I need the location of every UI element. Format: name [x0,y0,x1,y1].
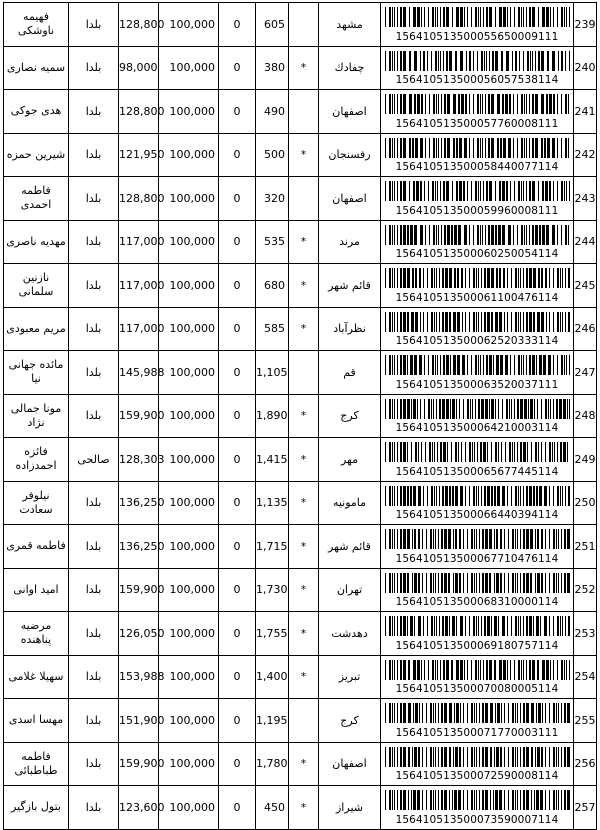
row-number: 250 [574,481,597,525]
barcode-image [385,355,570,375]
barcode-image [385,442,570,462]
barcode-image [385,399,570,419]
flag-mark: * [289,612,319,656]
destination-city: قائم شهر [319,264,381,308]
flag-mark: * [289,46,319,90]
table-row [4,177,597,221]
weight-value: 605 [256,3,289,47]
barcode-image [385,181,570,201]
service-type: بلدا [69,525,119,569]
recipient-name: فائزه احمدزاده [4,438,69,482]
weight-value: 1,415 [256,438,289,482]
service-type: بلدا [69,481,119,525]
barcode-image [385,703,570,723]
barcode-number: 156410513500061100476114 [395,291,559,304]
flag-mark: * [289,655,319,699]
total-amount: 121,950 [119,133,159,177]
destination-city: قائم شهر [319,525,381,569]
barcode-image [385,94,570,114]
recipient-name: شيرين حمزه [4,133,69,177]
table-row [4,699,597,743]
total-amount: 145,988 [119,351,159,395]
weight-value: 320 [256,177,289,221]
destination-city: مامونيه [319,481,381,525]
zero-value: 0 [219,90,256,134]
destination-city: تبريز [319,655,381,699]
barcode-image [385,312,570,332]
base-amount: 100,000 [159,46,219,90]
barcode-cell [381,351,574,395]
table-row [4,742,597,786]
total-amount: 128,800 [119,177,159,221]
barcode-number: 156410513500063520037111 [395,378,559,391]
zero-value: 0 [219,46,256,90]
row-number: 255 [574,699,597,743]
service-type: صالحى [69,438,119,482]
total-amount: 128,800 [119,90,159,134]
destination-city: مشهد [319,3,381,47]
barcode-image [385,573,570,593]
barcode-image [385,51,570,71]
row-number: 241 [574,90,597,134]
total-amount: 153,988 [119,655,159,699]
base-amount: 100,000 [159,438,219,482]
base-amount: 100,000 [159,394,219,438]
destination-city: چفادك [319,46,381,90]
recipient-name: نازنين سلمانى [4,264,69,308]
total-amount: 159,900 [119,568,159,612]
barcode-cell [381,3,574,47]
service-type: بلدا [69,220,119,264]
shipment-list [3,2,597,830]
base-amount: 100,000 [159,525,219,569]
barcode-number: 156410513500060250054114 [395,248,559,260]
service-type: بلدا [69,351,119,395]
barcode-cell [381,307,574,351]
barcode-number: 156410513500070080005114 [395,683,559,695]
barcode-number: 156410513500067710476114 [395,552,559,565]
zero-value: 0 [219,307,256,351]
base-amount: 100,000 [159,655,219,699]
destination-city: كرج [319,394,381,438]
flag-mark [289,699,319,743]
barcode-image [385,616,570,636]
barcode-cell [381,90,574,134]
recipient-name: مونا جمالى نژاد [4,394,69,438]
flag-mark: * [289,742,319,786]
service-type: بلدا [69,177,119,221]
row-number: 248 [574,394,597,438]
base-amount: 100,000 [159,351,219,395]
destination-city: رفسنجان [319,133,381,177]
service-type: بلدا [69,46,119,90]
recipient-name: سميه نصارى [4,46,69,90]
weight-value: 380 [256,46,289,90]
table-row [4,481,597,525]
service-type: بلدا [69,612,119,656]
flag-mark [289,177,319,221]
recipient-name: اميد اوانى [4,568,69,612]
service-type: بلدا [69,264,119,308]
destination-city: اصفهان [319,177,381,221]
barcode-cell [381,133,574,177]
base-amount: 100,000 [159,3,219,47]
weight-value: 1,400 [256,655,289,699]
row-number: 249 [574,438,597,482]
base-amount: 100,000 [159,307,219,351]
recipient-name: فاطمه طباطبائى [4,742,69,786]
recipient-name: بتول بازگير [4,786,69,830]
table-row [4,568,597,612]
flag-mark: * [289,394,319,438]
flag-mark [289,3,319,47]
table-row [4,133,597,177]
barcode-number: 156410513500069180757114 [395,639,559,652]
row-number: 243 [574,177,597,221]
service-type: بلدا [69,90,119,134]
barcode-cell [381,568,574,612]
barcode-number: 156410513500072590008114 [395,770,559,782]
row-number: 246 [574,307,597,351]
shipment-table [3,2,597,830]
total-amount: 117,000 [119,264,159,308]
weight-value: 585 [256,307,289,351]
barcode-number: 156410513500058440077114 [395,161,559,173]
barcode-image [385,138,570,158]
destination-city: شيراز [319,786,381,830]
weight-value: 535 [256,220,289,264]
zero-value: 0 [219,351,256,395]
base-amount: 100,000 [159,786,219,830]
zero-value: 0 [219,438,256,482]
total-amount: 117,000 [119,307,159,351]
row-number: 247 [574,351,597,395]
table-row [4,655,597,699]
recipient-name: مرضيه پناهنده [4,612,69,656]
flag-mark: * [289,786,319,830]
weight-value: 500 [256,133,289,177]
weight-value: 1,135 [256,481,289,525]
barcode-cell [381,264,574,308]
flag-mark [289,90,319,134]
table-row [4,394,597,438]
weight-value: 1,755 [256,612,289,656]
recipient-name: فاطمه قمرى [4,525,69,569]
barcode-cell [381,612,574,656]
zero-value: 0 [219,394,256,438]
total-amount: 117,000 [119,220,159,264]
zero-value: 0 [219,742,256,786]
recipient-name: مائده جهانى نيا [4,351,69,395]
weight-value: 1,730 [256,568,289,612]
barcode-number: 156410513500064210003114 [395,422,559,434]
total-amount: 136,250 [119,525,159,569]
flag-mark [289,351,319,395]
total-amount: 159,900 [119,742,159,786]
base-amount: 100,000 [159,481,219,525]
zero-value: 0 [219,699,256,743]
barcode-image [385,225,570,245]
zero-value: 0 [219,133,256,177]
weight-value: 1,715 [256,525,289,569]
zero-value: 0 [219,220,256,264]
destination-city: قم [319,351,381,395]
recipient-name: فاطمه احمدى [4,177,69,221]
weight-value: 1,780 [256,742,289,786]
total-amount: 128,800 [119,3,159,47]
service-type: بلدا [69,742,119,786]
barcode-number: 156410513500073590007114 [395,813,559,826]
flag-mark: * [289,568,319,612]
destination-city: كرج [319,699,381,743]
total-amount: 159,900 [119,394,159,438]
total-amount: 123,600 [119,786,159,830]
table-row [4,3,597,47]
row-number: 244 [574,220,597,264]
recipient-name: مريم معبودى [4,307,69,351]
row-number: 257 [574,786,597,830]
service-type: بلدا [69,3,119,47]
barcode-cell [381,699,574,743]
barcode-image [385,529,570,549]
total-amount: 136,250 [119,481,159,525]
barcode-number: 156410513500065677445114 [395,465,559,478]
barcode-cell [381,220,574,264]
flag-mark: * [289,220,319,264]
table-row [4,438,597,482]
row-number: 242 [574,133,597,177]
recipient-name: هدى جوكى [4,90,69,134]
flag-mark: * [289,438,319,482]
flag-mark: * [289,307,319,351]
zero-value: 0 [219,655,256,699]
service-type: بلدا [69,133,119,177]
total-amount: 98,000 [119,46,159,90]
table-row [4,525,597,569]
service-type: بلدا [69,568,119,612]
barcode-cell [381,177,574,221]
weight-value: 680 [256,264,289,308]
flag-mark: * [289,481,319,525]
zero-value: 0 [219,786,256,830]
destination-city: اصفهان [319,90,381,134]
table-row [4,786,597,830]
weight-value: 1,195 [256,699,289,743]
barcode-image [385,268,570,288]
base-amount: 100,000 [159,177,219,221]
recipient-name: مهسا اسدى [4,699,69,743]
total-amount: 126,050 [119,612,159,656]
barcode-cell [381,394,574,438]
table-row [4,90,597,134]
zero-value: 0 [219,177,256,221]
table-row [4,351,597,395]
base-amount: 100,000 [159,612,219,656]
barcode-image [385,660,570,680]
barcode-image [385,747,570,767]
destination-city: مهر [319,438,381,482]
barcode-number: 156410513500056057538114 [395,74,559,86]
barcode-cell [381,46,574,90]
barcode-cell [381,481,574,525]
table-row [4,220,597,264]
zero-value: 0 [219,3,256,47]
destination-city: دهدشت [319,612,381,656]
barcode-image [385,7,570,27]
zero-value: 0 [219,264,256,308]
total-amount: 151,900 [119,699,159,743]
service-type: بلدا [69,307,119,351]
barcode-number: 156410513500055650009111 [395,30,559,43]
zero-value: 0 [219,525,256,569]
weight-value: 490 [256,90,289,134]
barcode-number: 156410513500071770003111 [395,726,559,739]
recipient-name: فهيمه ناوشكى [4,3,69,47]
destination-city: نظرآباد [319,307,381,351]
destination-city: مرند [319,220,381,264]
table-row [4,46,597,90]
barcode-cell [381,525,574,569]
destination-city: تهران [319,568,381,612]
base-amount: 100,000 [159,133,219,177]
total-amount: 128,303 [119,438,159,482]
recipient-name: نيلوفر سعادت [4,481,69,525]
base-amount: 100,000 [159,90,219,134]
flag-mark: * [289,264,319,308]
row-number: 239 [574,3,597,47]
barcode-number: 156410513500062520333114 [395,335,559,347]
base-amount: 100,000 [159,568,219,612]
barcode-number: 156410513500068310000114 [395,596,559,608]
weight-value: 1,105 [256,351,289,395]
barcode-image [385,790,570,810]
flag-mark: * [289,133,319,177]
barcode-image [385,486,570,506]
row-number: 256 [574,742,597,786]
row-number: 252 [574,568,597,612]
row-number: 253 [574,612,597,656]
table-row [4,612,597,656]
barcode-number: 156410513500066440394114 [395,509,559,521]
table-row [4,264,597,308]
row-number: 251 [574,525,597,569]
row-number: 245 [574,264,597,308]
service-type: بلدا [69,699,119,743]
recipient-name: سهيلا غلامى [4,655,69,699]
base-amount: 100,000 [159,264,219,308]
base-amount: 100,000 [159,220,219,264]
recipient-name: مهديه ناصرى [4,220,69,264]
barcode-cell [381,786,574,830]
flag-mark: * [289,525,319,569]
row-number: 240 [574,46,597,90]
barcode-number: 156410513500057760008111 [395,117,559,130]
weight-value: 450 [256,786,289,830]
service-type: بلدا [69,655,119,699]
weight-value: 1,890 [256,394,289,438]
barcode-cell [381,438,574,482]
barcode-number: 156410513500059960008111 [395,204,559,217]
base-amount: 100,000 [159,699,219,743]
barcode-cell [381,655,574,699]
service-type: بلدا [69,394,119,438]
base-amount: 100,000 [159,742,219,786]
destination-city: اصفهان [319,742,381,786]
service-type: بلدا [69,786,119,830]
row-number: 254 [574,655,597,699]
table-row [4,307,597,351]
zero-value: 0 [219,568,256,612]
zero-value: 0 [219,481,256,525]
barcode-cell [381,742,574,786]
zero-value: 0 [219,612,256,656]
